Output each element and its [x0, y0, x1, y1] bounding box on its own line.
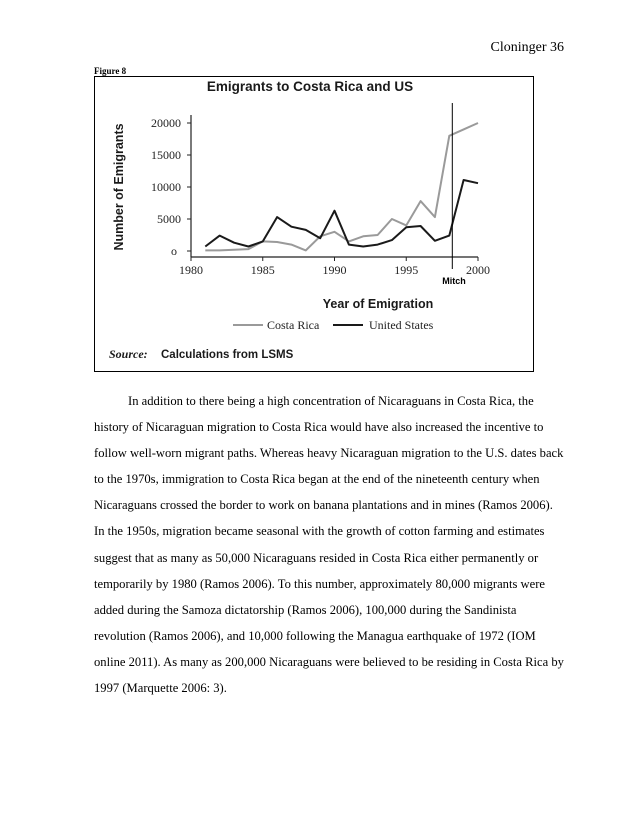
body-paragraph: In addition to there being a high concentration of Nicaraguans in Costa Rica, the history of Nicaraguan migration to Costa Rica would have also increased the incentive to follow well-worn migrant paths. Whereas heavy Nicaraguan migration to the U.S. dates back to the 1970s, immigration to Costa Rica began at the end of the nineteenth century when Nicaraguans crossed the border to work on banana plantations and in mines (Ramos 2006). In the 1950s, migration became seasonal with the growth of cotton farming and estimates suggest that as many as 50,000 Nicaraguans resided in Costa Rica either permanently or temporarily by 1980 (Ramos 2006). To this number, approximately 80,000 migrants were added during the Samoza dictatorship (Ramos 2006), 100,000 during the Sandinista revolution (Ramos 2006), and 10,000 following the Managua earthquake of 1972 (IOM online 2011). As many as 200,000 Nicaraguans were believed to be residing in Costa Rica by 1997 (Marquette 2006: 3).	[94, 394, 564, 696]
emigrants-chart	[95, 77, 535, 373]
body-paragraph-block	[94, 388, 564, 701]
chart-source-text: Calculations from LSMS	[161, 349, 294, 361]
x-tick-label: 1980	[179, 263, 203, 277]
x-tick-label: 1985	[250, 263, 275, 277]
series-line-costa-rica	[205, 123, 478, 250]
y-tick-label: 20000	[151, 116, 181, 130]
x-axis-label: Year of Emigration	[322, 297, 434, 311]
chart-title: Emigrants to Costa Rica and US	[206, 79, 414, 94]
legend	[233, 318, 434, 332]
x-tick-label: 1995	[394, 263, 419, 277]
figure-box	[94, 76, 534, 372]
figure-label: Figure 8	[94, 66, 127, 76]
y-tick-label: o	[171, 244, 177, 258]
running-head: Cloninger 36	[490, 40, 564, 55]
x-tick-label: 2000	[466, 263, 490, 277]
y-tick-label: 10000	[151, 180, 181, 194]
series-group	[205, 123, 478, 250]
chart-source-label: Source:	[109, 347, 148, 361]
y-axis-label: Number of Emigrants	[112, 123, 126, 251]
mitch-marker-label: Mitch	[442, 276, 466, 286]
y-tick-label: 5000	[157, 212, 181, 226]
y-tick-label: 15000	[151, 148, 181, 162]
x-tick-label: 1990	[322, 263, 347, 277]
legend-label-united-states: United States	[369, 318, 434, 332]
legend-label-costa-rica: Costa Rica	[267, 318, 320, 332]
